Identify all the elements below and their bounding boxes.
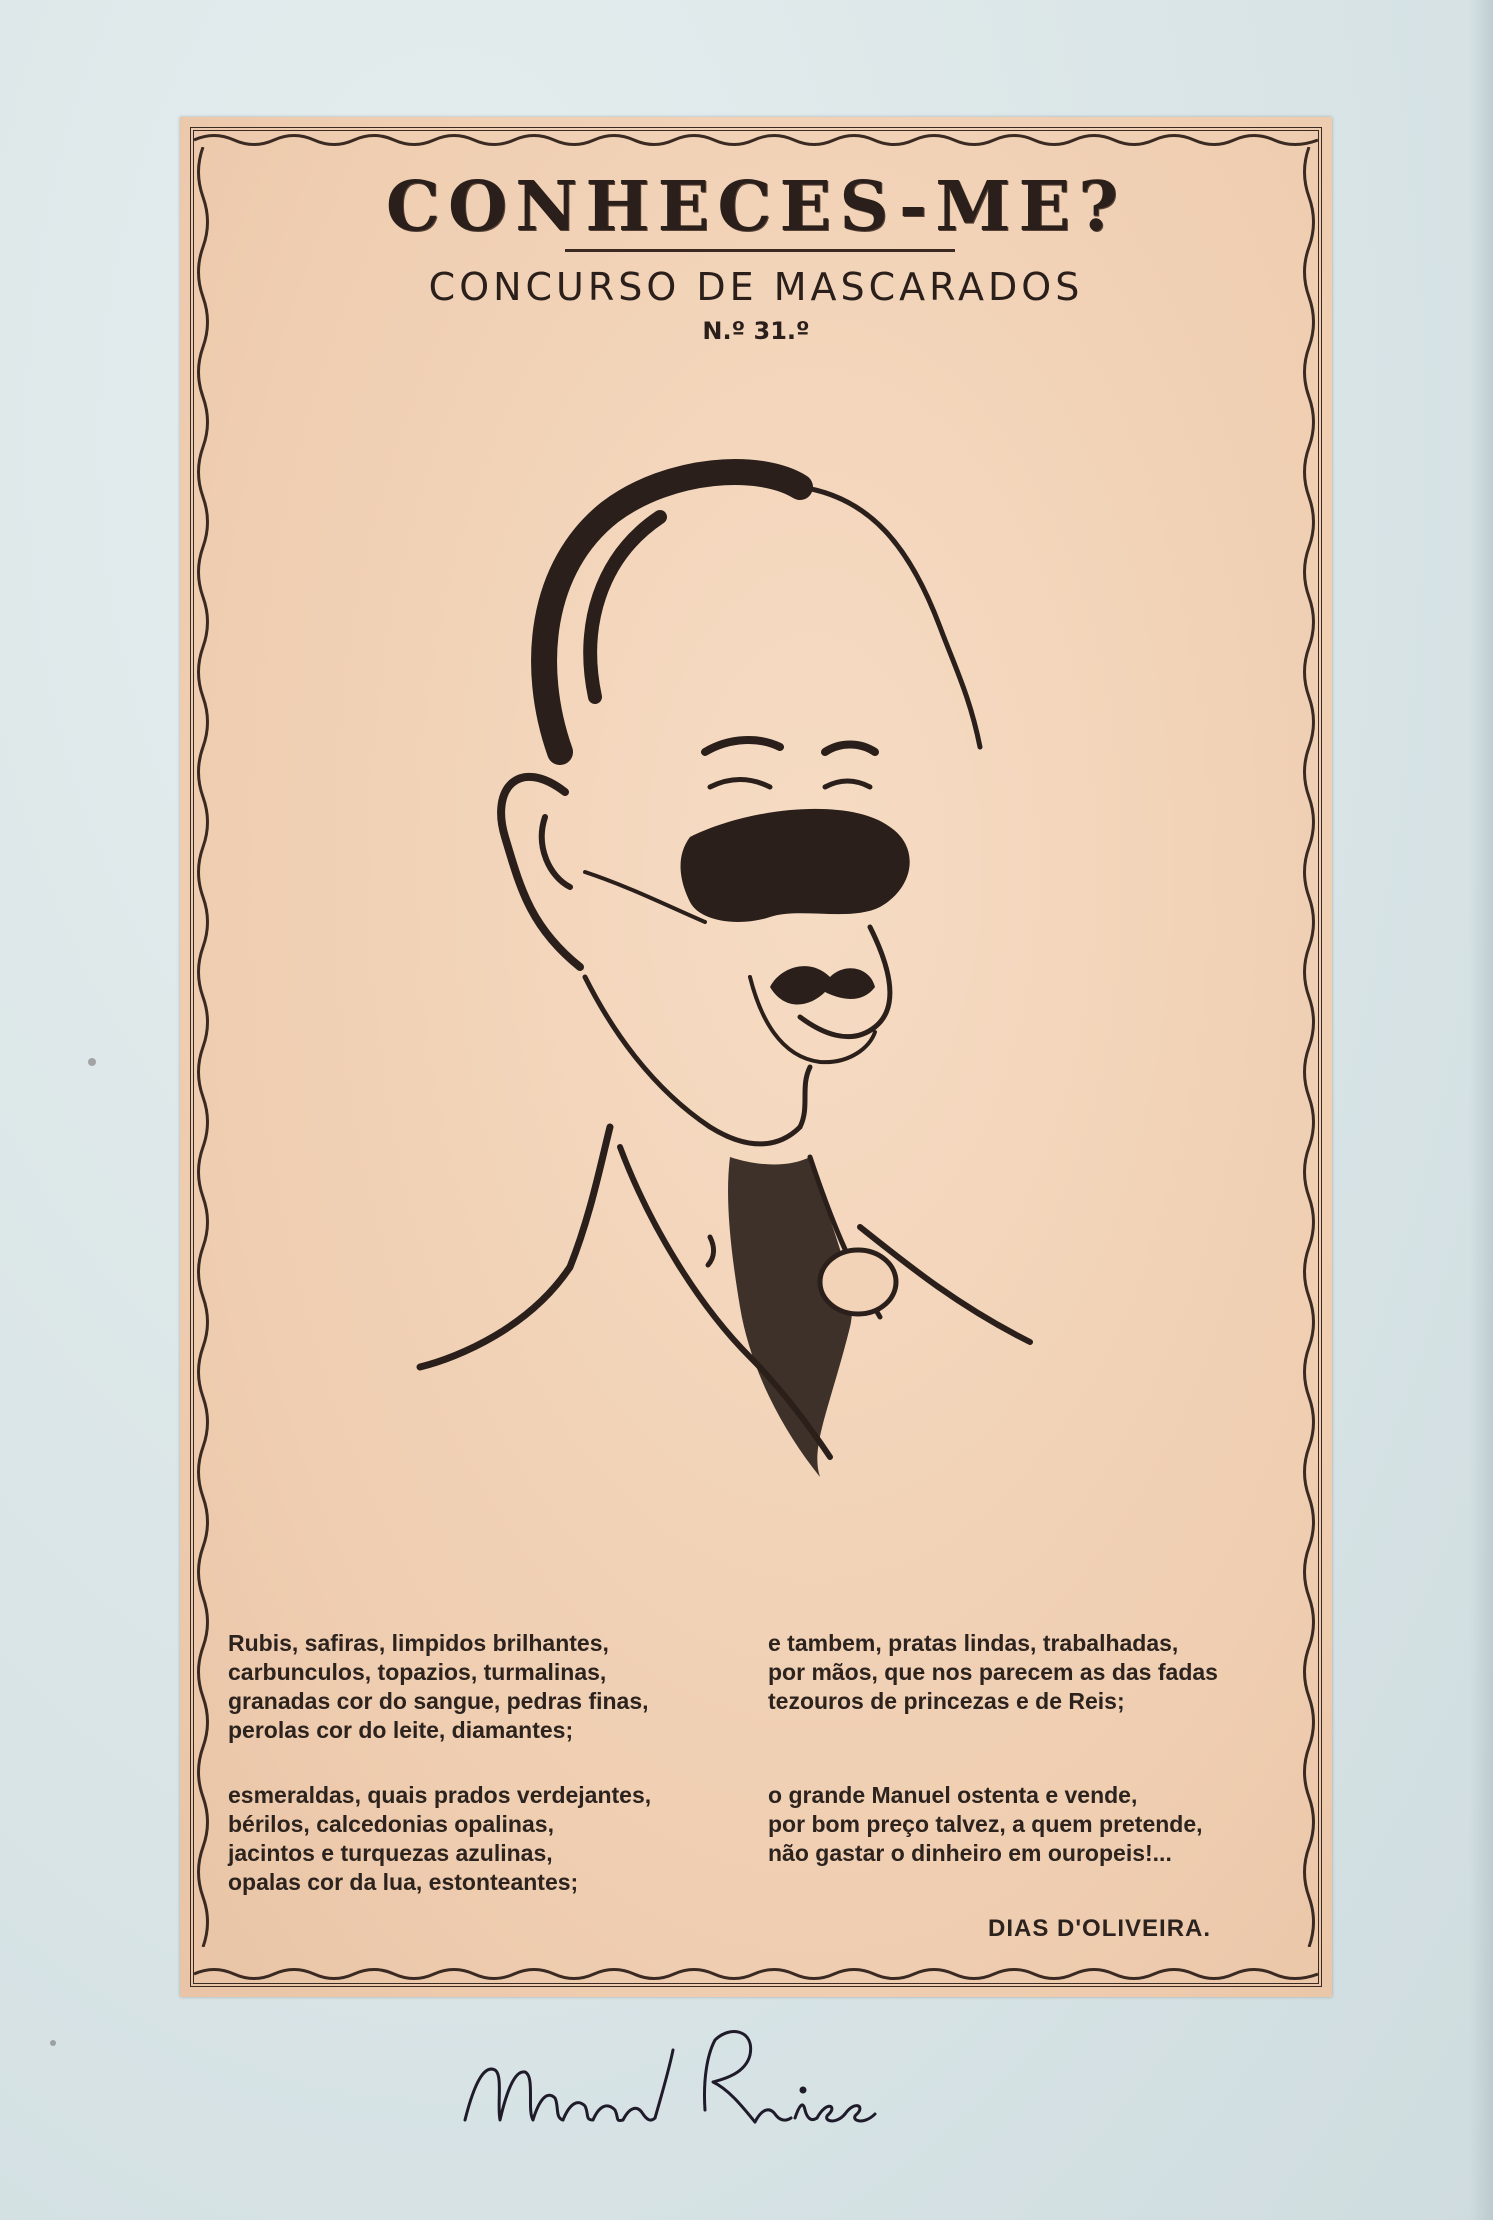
poem-line: carbunculos, topazios, turmalinas, (228, 1659, 607, 1685)
headline-rule (565, 249, 955, 252)
poem-stanza (228, 1781, 728, 1897)
poem-line: o grande Manuel ostenta e vende, (768, 1782, 1138, 1808)
frame-ornament-bottom (194, 1965, 1318, 1983)
caricature-illustration (330, 367, 1160, 1707)
poem-line: granadas cor do sangue, pedras finas, (228, 1688, 649, 1714)
headline: CONHECES-ME? (385, 167, 1127, 247)
poem-left-column (228, 1629, 728, 1933)
handwritten-signature (455, 2010, 895, 2160)
poem-line: perolas cor do leite, diamantes; (228, 1717, 574, 1743)
poem-right-column (768, 1629, 1288, 1904)
poem-stanza (228, 1629, 728, 1745)
frame-ornament-right (1300, 147, 1318, 1947)
poem-line: bérilos, calcedonias opalinas, (228, 1811, 554, 1837)
poem-line: esmeraldas, quais prados verdejantes, (228, 1782, 652, 1808)
poem-stanza (768, 1629, 1288, 1716)
newspaper-clipping (180, 117, 1332, 1997)
frame-ornament-left (194, 147, 212, 1947)
poem-line: por bom preço talvez, a quem pretende, (768, 1811, 1203, 1837)
subtitle: CONCURSO DE MASCARADOS (428, 265, 1084, 309)
poem-line: tezouros de princezas e de Reis; (768, 1688, 1125, 1714)
paper-stain (88, 1058, 96, 1066)
paper-stain (50, 2040, 56, 2046)
author-credit: DIAS D'OLIVEIRA. (988, 1915, 1212, 1942)
frame-ornament-top (194, 131, 1318, 149)
poem-line: opalas cor da lua, estonteantes; (228, 1869, 579, 1895)
poem-line: jacintos e turquezas azulinas, (228, 1840, 553, 1866)
poem-line: Rubis, safiras, limpidos brilhantes, (228, 1630, 609, 1656)
issue-number: N.º 31.º (702, 317, 810, 345)
poem-line: por mãos, que nos parecem as das fadas (768, 1659, 1218, 1685)
poem-line: e tambem, pratas lindas, trabalhadas, (768, 1630, 1179, 1656)
poem-stanza (768, 1781, 1288, 1868)
album-page-edge (1469, 0, 1493, 2220)
poem-line: não gastar o dinheiro em ouropeis!... (768, 1840, 1172, 1866)
